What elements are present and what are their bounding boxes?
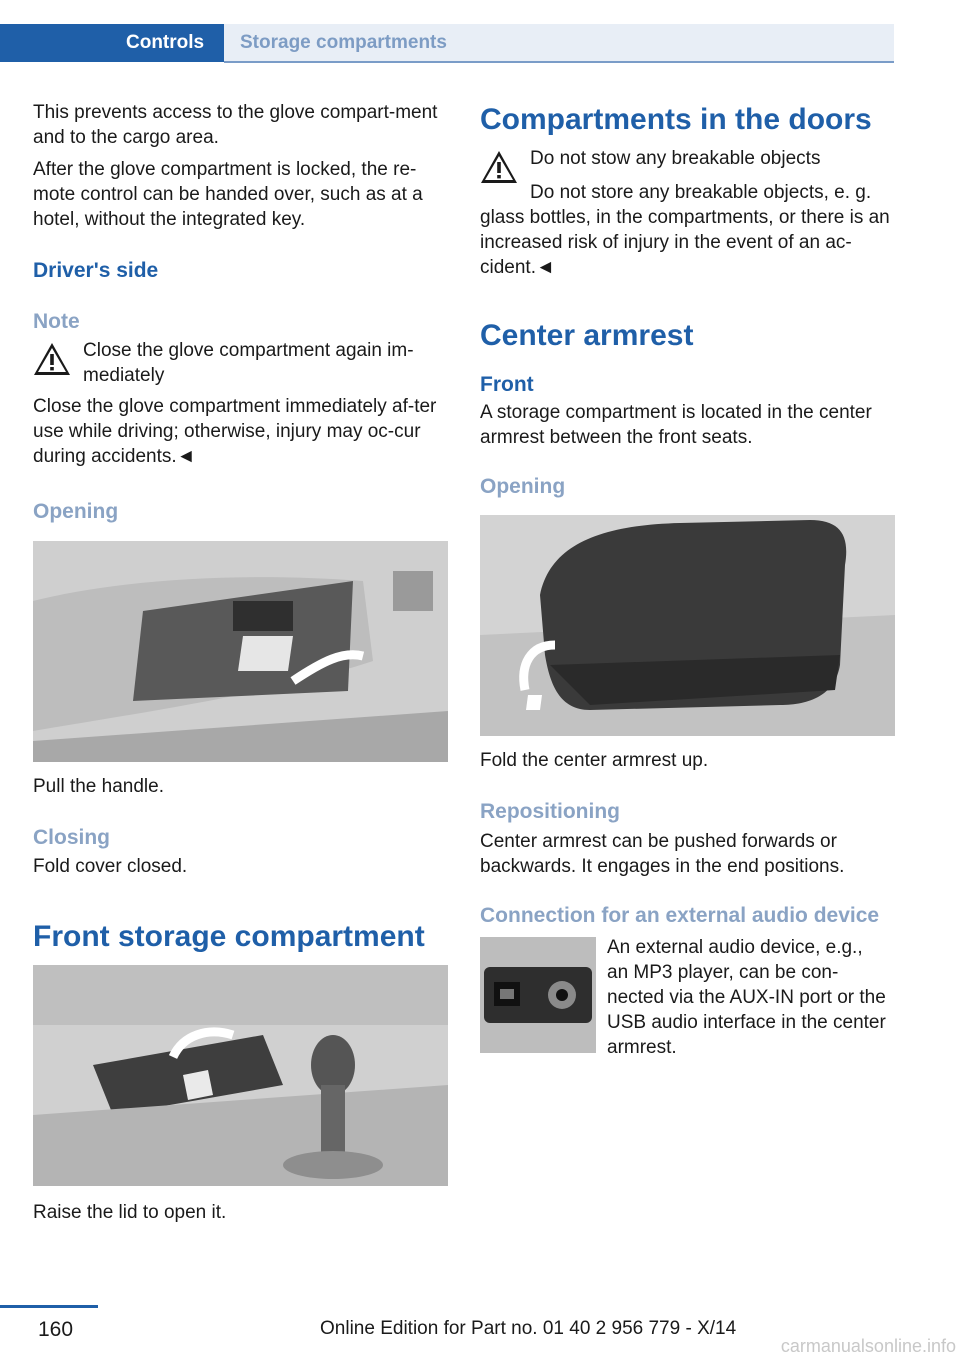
aux-usb-block	[480, 935, 896, 1060]
warning-title: Do not stow any breakable objects	[530, 148, 821, 169]
heading-opening: Opening	[33, 500, 119, 523]
warning-body: Do not store any breakable objects, e. g. glass bottles, in the compartments, or there is an increased risk of injury in the event of an ac-cident.◄	[480, 182, 890, 278]
page-number: 160	[38, 1318, 74, 1341]
paragraph: Fold cover closed.	[33, 856, 188, 877]
chapter-tab[interactable]: Controls	[0, 24, 224, 62]
armrest-image	[480, 515, 895, 736]
section-tab[interactable]: Storage compartments	[224, 24, 894, 63]
aux-usb-image	[480, 937, 596, 1053]
caption: Fold the center armrest up.	[480, 750, 709, 771]
right-column	[480, 100, 896, 1060]
warning-block	[480, 146, 896, 184]
heading-repositioning: Repositioning	[480, 800, 620, 823]
heading-note: Note	[33, 310, 80, 333]
heading-front-storage: Front storage compartment	[33, 920, 425, 953]
footer-rule	[0, 1305, 98, 1308]
heading-doors: Compartments in the doors	[480, 103, 872, 136]
heading-front: Front	[480, 373, 534, 396]
front-storage-image	[33, 965, 448, 1186]
paragraph: An external audio device, e.g., an MP3 player, can be con-nected via the AUX-IN port or the USB audio interface in the center armrest.	[607, 937, 886, 1058]
warning-title: Close the glove compartment again im-mediately	[83, 340, 414, 386]
heading-closing: Closing	[33, 826, 110, 849]
heading-drivers-side: Driver's side	[33, 259, 159, 282]
edition-text: Online Edition for Part no. 01 40 2 956 779 - X/14	[320, 1318, 737, 1339]
heading-connection: Connection for an external audio device	[480, 904, 880, 927]
caption: Pull the handle.	[33, 776, 164, 797]
paragraph: This prevents access to the glove compart-ment and to the cargo area.	[33, 102, 438, 148]
warning-icon	[480, 150, 518, 184]
warning-icon	[33, 342, 71, 376]
heading-opening: Opening	[480, 475, 566, 498]
watermark: carmanualsonline.info	[780, 1336, 956, 1356]
paragraph: Center armrest can be pushed forwards or backwards. It engages in the end positions.	[480, 831, 845, 877]
heading-center-armrest: Center armrest	[480, 319, 694, 352]
warning-body: Close the glove compartment immediately af-ter use while driving; otherwise, injury may oc-cur during accidents.◄	[33, 396, 437, 467]
caption: Raise the lid to open it.	[33, 1202, 227, 1223]
warning-block	[33, 338, 449, 388]
paragraph: After the glove compartment is locked, the re-mote control can be handed over, such as at a hotel, without the integrated key.	[33, 159, 423, 230]
glove-compartment-image	[33, 541, 448, 762]
paragraph: A storage compartment is located in the center armrest between the front seats.	[480, 402, 872, 448]
left-column	[33, 100, 449, 1225]
